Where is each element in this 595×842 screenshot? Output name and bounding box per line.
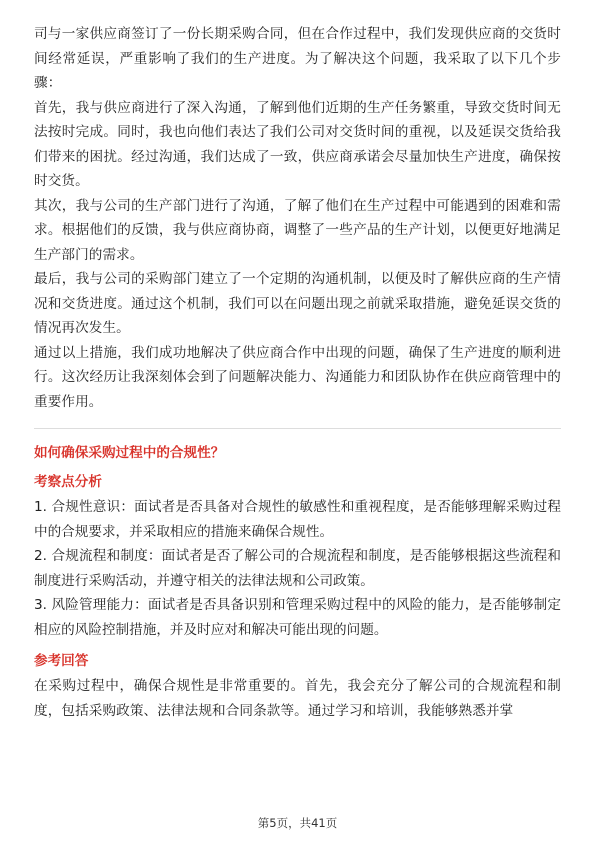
analysis-item: 3. 风险管理能力：面试者是否具备识别和管理采购过程中的风险的能力，是否能够制定相应的风险控制措施，并及时应对和解决可能出现的问题。 [34, 597, 561, 638]
analysis-item: 2. 合规流程和制度：面试者是否了解公司的合规流程和制度，是否能够根据这些流程和制度进行采购活动，并遵守相关的法律法规和公司政策。 [34, 548, 561, 589]
section-divider [34, 428, 561, 429]
answer-paragraph: 在采购过程中，确保合规性是非常重要的。首先，我会充分了解公司的合规流程和制度，包括采购政策、法律法规和合同条款等。通过学习和培训，我能够熟悉并掌 [34, 678, 561, 719]
intro-paragraph: 其次，我与公司的生产部门进行了沟通，了解了他们在生产过程中可能遇到的困难和需求。根据他们的反馈，我与供应商协商，调整了一些产品的生产计划，以便更好地满足生产部门的需求。 [34, 197, 561, 263]
question-heading: 如何确保采购过程中的合规性？ [34, 445, 225, 461]
page-footer: 第5页，共41页 [257, 816, 338, 830]
intro-paragraph: 司与一家供应商签订了一份长期采购合同，但在合作过程中，我们发现供应商的交货时间经常延误，严重影响了我们的生产进度。为了解决这个问题，我采取了以下几个步骤： [34, 26, 561, 91]
analysis-item: 1. 合规性意识：面试者是否具备对合规性的敏感性和重视程度，是否能够理解采购过程中的合规要求，并采取相应的措施来确保合规性。 [34, 499, 561, 540]
intro-paragraph: 通过以上措施，我们成功地解决了供应商合作中出现的问题，确保了生产进度的顺利进行。这次经历让我深刻体会到了问题解决能力、沟通能力和团队协作在供应商管理中的重要作用。 [34, 344, 561, 410]
answer-label: 参考回答 [34, 653, 89, 669]
document-page [34, 22, 561, 723]
intro-paragraph: 最后，我与公司的采购部门建立了一个定期的沟通机制，以便及时了解供应商的生产情况和交货进度。通过这个机制，我们可以在问题出现之前就采取措施，避免延误交货的情况再次发生。 [34, 271, 561, 336]
analysis-label: 考察点分析 [34, 474, 102, 490]
intro-paragraph: 首先，我与供应商进行了深入沟通，了解到他们近期的生产任务繁重，导致交货时间无法按时完成。同时，我也向他们表达了我们公司对交货时间的重视，以及延误交货给我们带来的困扰。经过沟通，我们达成了一致，供应商承诺会尽量加快生产进度，确保按时交货。 [34, 99, 561, 189]
